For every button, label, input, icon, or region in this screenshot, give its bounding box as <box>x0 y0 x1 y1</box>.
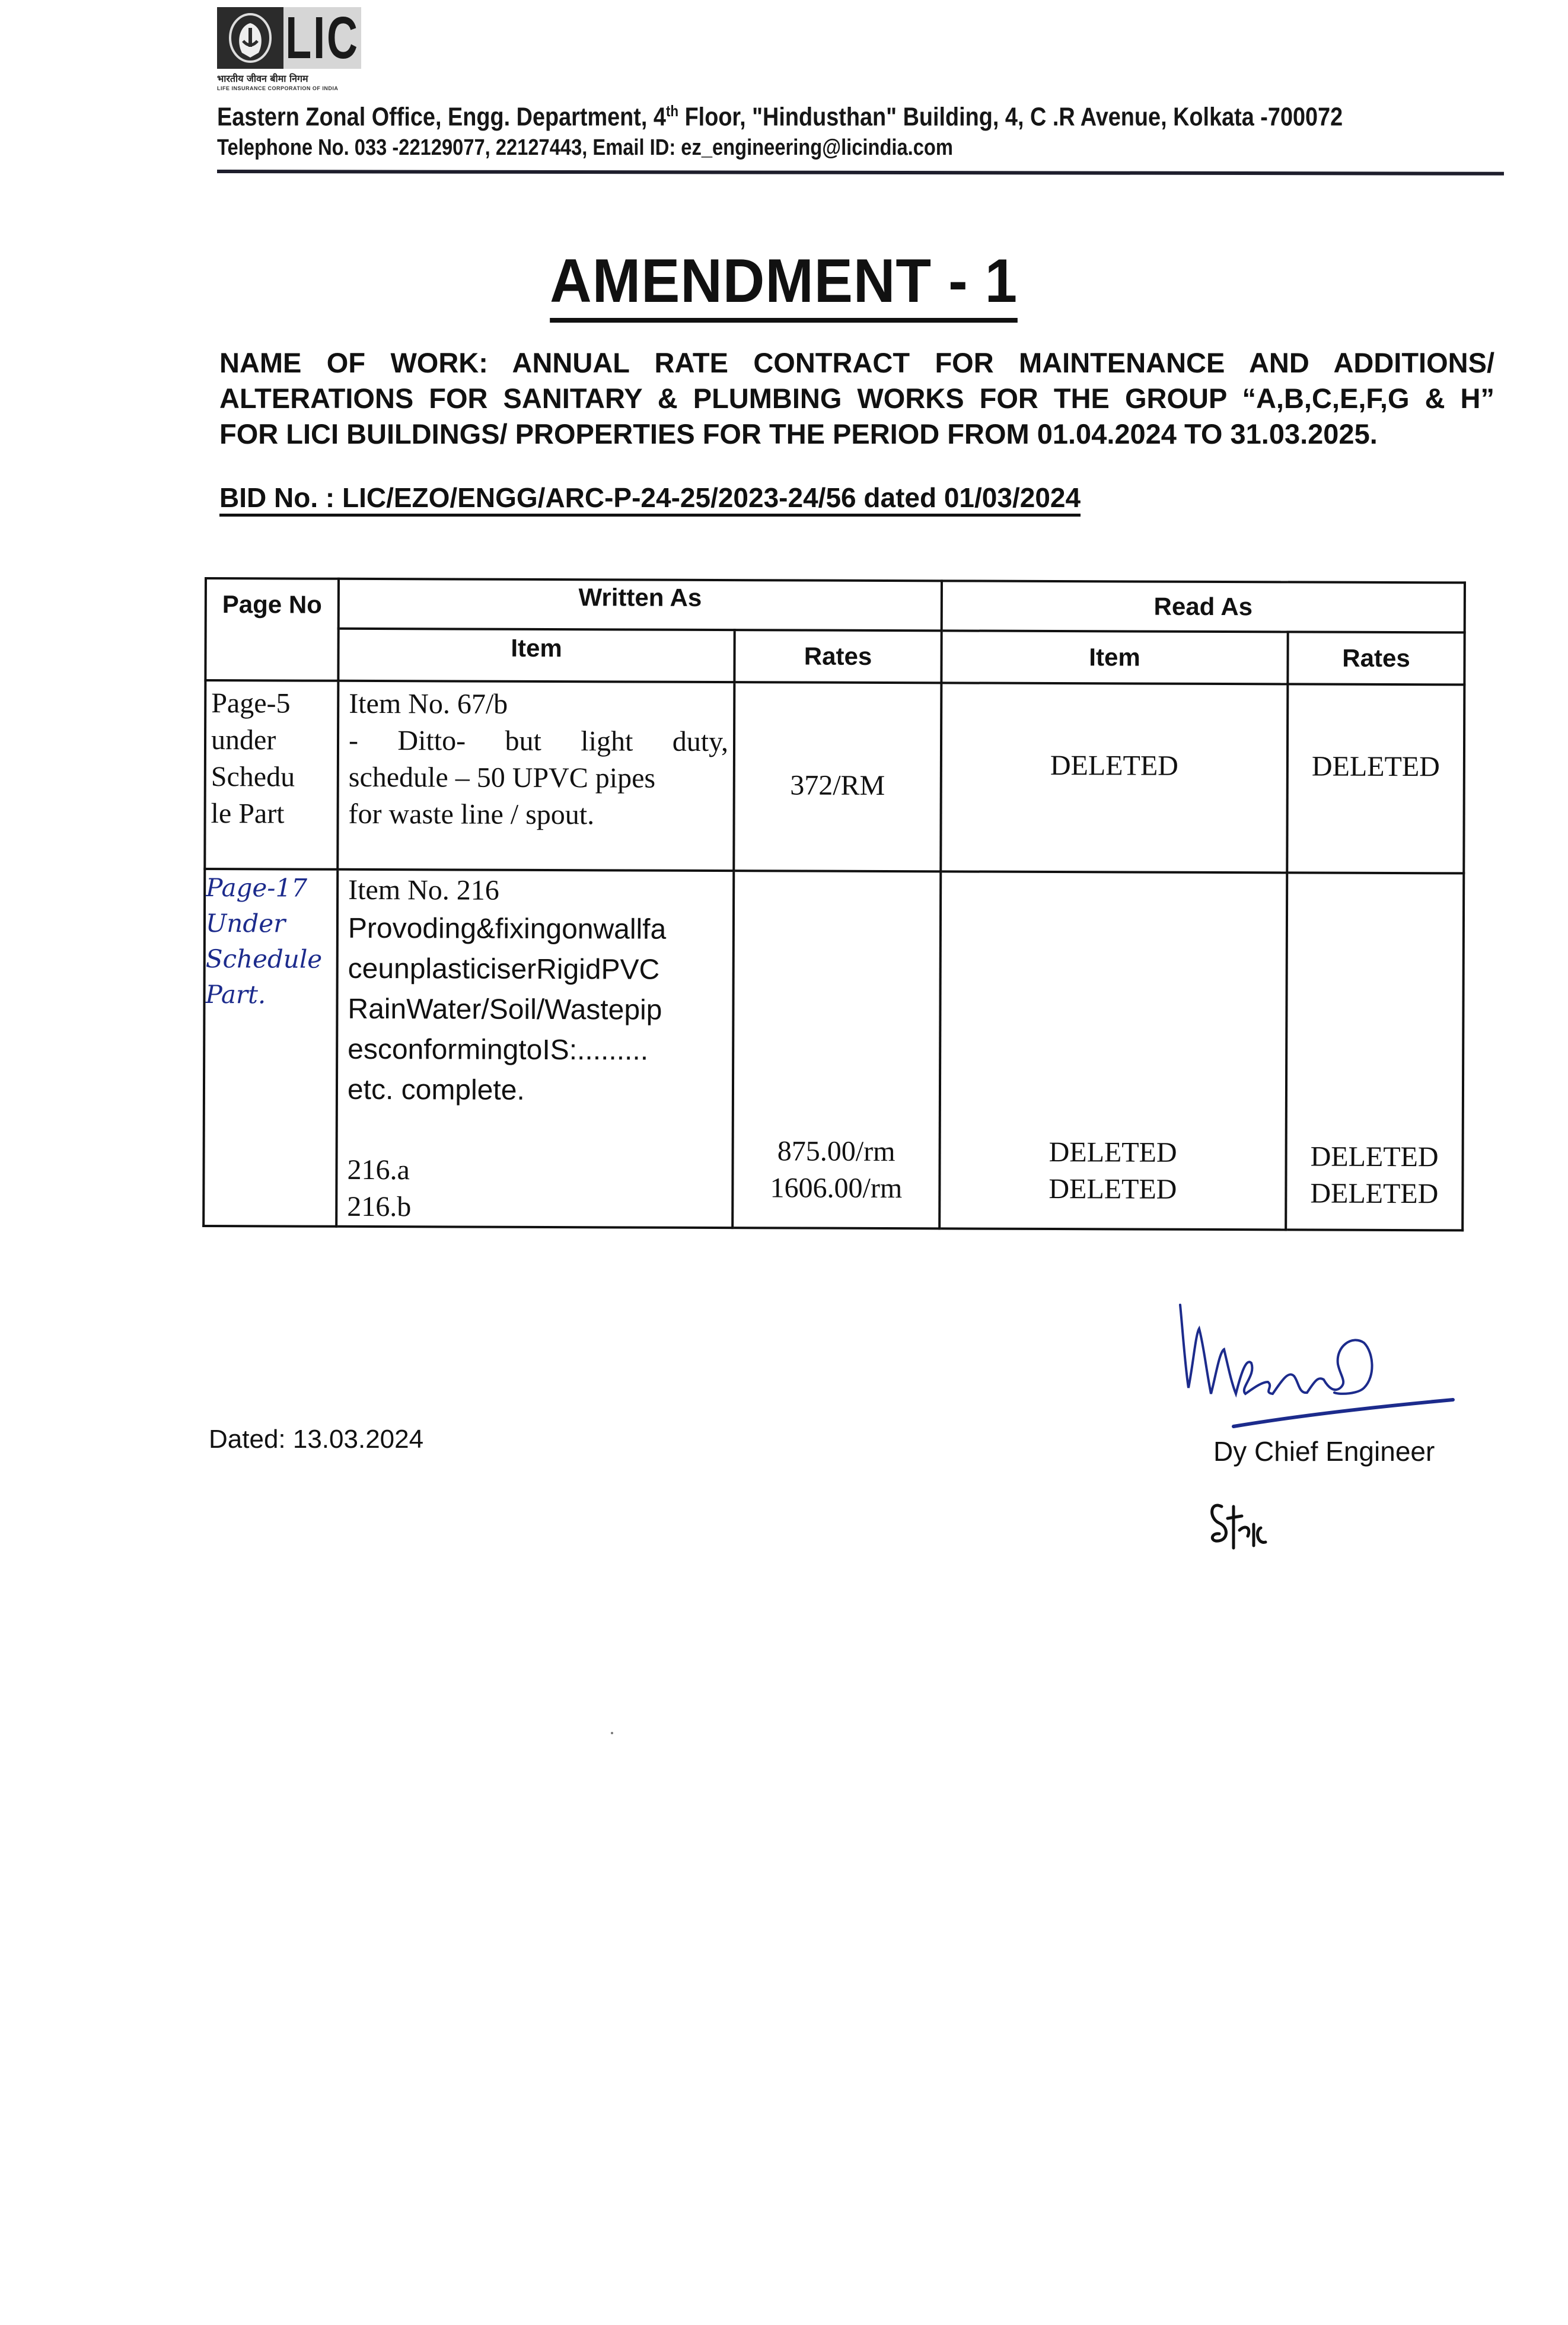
item-desc-line: RainWater/Soil/Wastepip <box>348 993 662 1026</box>
item-line: - Ditto- but light duty, <box>348 724 729 758</box>
work-line: NAME OF WORK: ANNUAL RATE CONTRACT FOR MAINTENANCE AND ADDITIONS/ <box>219 347 1494 378</box>
page-line: under <box>211 724 276 756</box>
work-line: FOR LICI BUILDINGS/ PROPERTIES FOR THE PERIOD FROM 01.04.2024 TO 31.03.2025. <box>219 418 1378 450</box>
logo-hindi-text: भारतीय जीवन बीमा निगम <box>217 73 308 84</box>
item-desc-line: etc. complete. <box>347 1074 525 1106</box>
bid-number: BID No. : LIC/EZO/ENGG/ARC-P-24-25/2023-24/56 dated 01/03/2024 <box>219 482 1081 517</box>
scan-speck <box>611 1732 613 1734</box>
work-line: ALTERATIONS FOR SANITARY & PLUMBING WORKS FOR THE GROUP “A,B,C,E,F,G & H” <box>219 383 1494 414</box>
item-desc-line: Provoding&fixingonwallfa <box>348 912 667 945</box>
title-text: AMENDMENT - 1 <box>550 246 1018 323</box>
header-written-as: Written As <box>339 579 942 631</box>
sub-item-read-rate: DELETED <box>1310 1141 1439 1173</box>
header-row-2 <box>205 628 1464 684</box>
header-read-item: Item <box>941 630 1287 684</box>
sub-item-rate: 1606.00/rm <box>770 1172 903 1205</box>
sub-item-read-item: DELETED <box>1048 1136 1177 1168</box>
address-part-2: Floor, "Hindusthan" Building, 4, C .R Avenue, Kolkata -700072 <box>678 102 1343 132</box>
header-row-1 <box>206 578 1465 632</box>
header-written-rates: Rates <box>734 630 941 683</box>
amendment-table <box>202 577 1466 1231</box>
page-line: Under <box>205 909 286 938</box>
sub-item-code: 216.b <box>347 1190 412 1223</box>
header-page-no: Page No <box>205 578 339 681</box>
sub-item-rate: 875.00/rm <box>777 1135 895 1168</box>
row2-written-rates <box>732 871 941 1228</box>
sub-item-code: 216.a <box>347 1154 410 1186</box>
address-part-1: Eastern Zonal Office, Engg. Department, 4 <box>217 102 666 132</box>
row2-written-item <box>336 870 734 1228</box>
header-read-as: Read As <box>942 581 1465 632</box>
row1-written-rate: 372/RM <box>734 682 941 871</box>
page-line: Schedu <box>211 761 295 793</box>
sub-item-read-rate: DELETED <box>1310 1177 1439 1210</box>
item-line: schedule – 50 UPVC pipes <box>348 761 656 794</box>
header-written-item: Item <box>338 629 734 682</box>
page-line: Part. <box>205 980 266 1009</box>
signature-image <box>1162 1293 1506 1447</box>
designation-text: Dy Chief Engineer <box>1213 1436 1435 1467</box>
page-line: le Part <box>211 798 285 830</box>
item-desc-line: esconformingtoIS:......... <box>348 1033 649 1066</box>
address-superscript: th <box>665 102 679 120</box>
page-line: Page-17 <box>206 873 308 903</box>
dated-text: Dated: 13.03.2024 <box>209 1425 424 1454</box>
lic-emblem-icon <box>217 7 283 69</box>
item-heading: Item No. 216 <box>348 874 499 906</box>
item-line: Item No. 67/b <box>349 687 508 720</box>
page-line: Schedule <box>205 944 323 974</box>
name-of-work <box>219 345 1494 452</box>
lic-logo <box>217 7 391 69</box>
item-desc-line: ceunplasticiserRigidPVC <box>348 953 660 986</box>
row1-read-item: DELETED <box>941 683 1287 872</box>
header-read-rates: Rates <box>1287 632 1464 684</box>
page-line: Page-5 <box>211 687 291 719</box>
row2-page-no-handwritten <box>203 869 337 1227</box>
logo-wordmark: LIC <box>283 7 361 69</box>
row1-written-item <box>337 681 734 871</box>
logo-english-text: LIFE INSURANCE CORPORATION OF INDIA <box>217 85 339 91</box>
table-row <box>203 869 1464 1230</box>
table-row <box>205 680 1464 873</box>
document-title <box>0 246 1568 323</box>
initials-image <box>1204 1495 1299 1566</box>
contact-line: Telephone No. 033 -22129077, 22127443, Email ID: ez_engineering@licindia.com <box>217 135 953 160</box>
letterhead-divider <box>217 170 1504 176</box>
row2-read-rates <box>1286 872 1464 1230</box>
row1-page-no <box>205 680 338 870</box>
row1-read-rate: DELETED <box>1287 684 1464 873</box>
sub-item-read-item: DELETED <box>1048 1173 1177 1205</box>
office-address <box>217 102 1343 132</box>
row2-read-items <box>939 871 1287 1230</box>
item-line: for waste line / spout. <box>348 798 595 831</box>
